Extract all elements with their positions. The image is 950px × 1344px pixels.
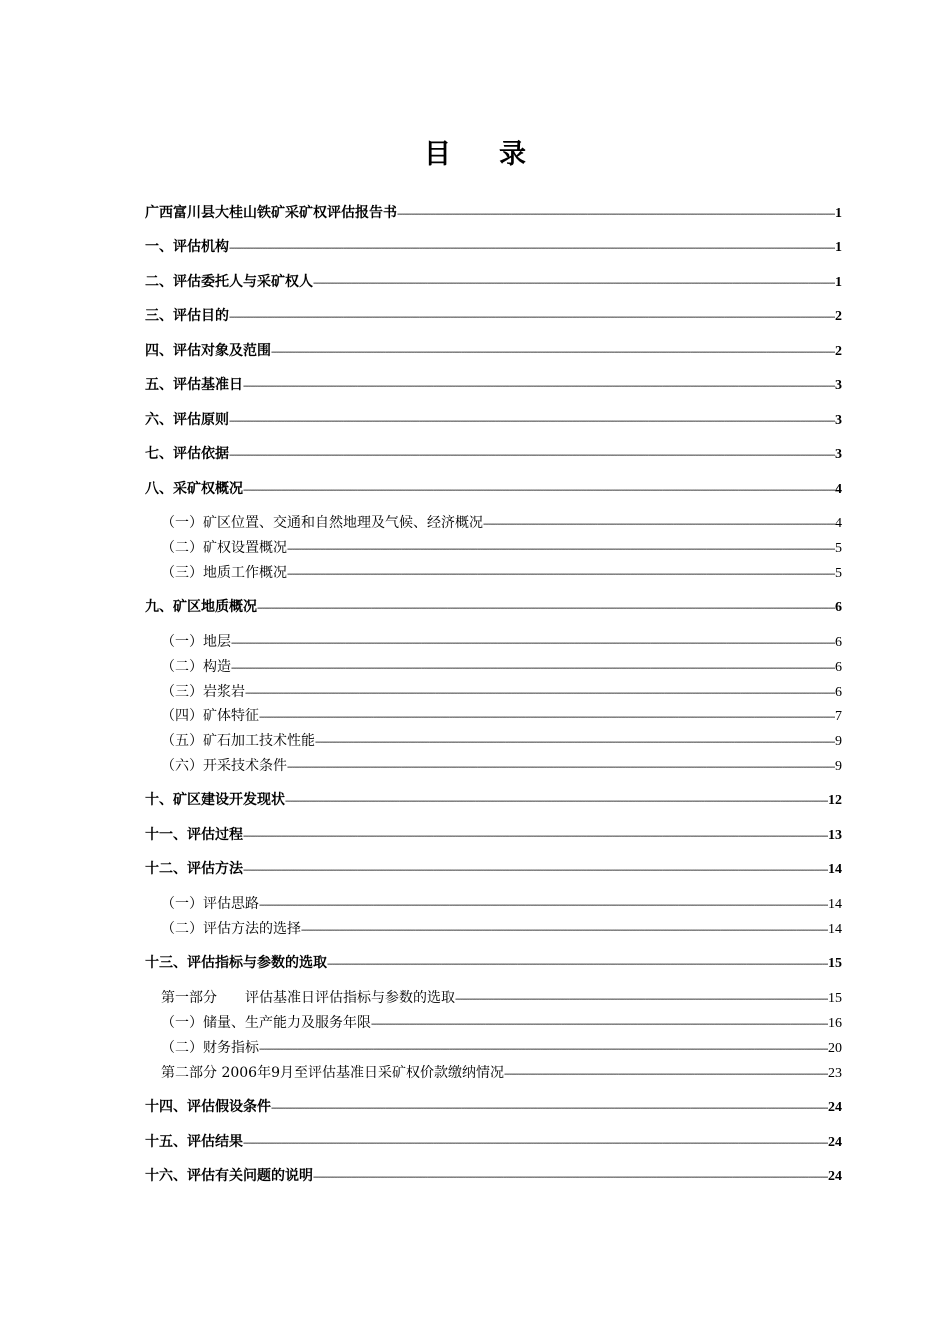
toc-entry-page-number: 5 bbox=[835, 566, 842, 581]
toc-entry-page-number: 2 bbox=[835, 309, 842, 324]
toc-entry-label: （一）评估思路 bbox=[161, 896, 259, 912]
toc-entry-label: 第一部分 评估基准日评估指标与参数的选取 bbox=[161, 990, 455, 1006]
toc-entry-page-number: 14 bbox=[828, 922, 842, 937]
toc-dot-leader bbox=[243, 484, 835, 498]
toc-entry[interactable] bbox=[161, 732, 842, 750]
toc-dot-leader bbox=[371, 1018, 828, 1032]
toc-entry-page-number: 1 bbox=[835, 275, 842, 290]
toc-entry-page-number: 3 bbox=[835, 413, 842, 428]
toc-entry-page-number: 14 bbox=[828, 897, 842, 912]
toc-entry[interactable] bbox=[145, 445, 842, 463]
toc-dot-leader bbox=[455, 993, 828, 1007]
toc-entry-page-number: 9 bbox=[835, 759, 842, 774]
toc-dot-leader bbox=[259, 1043, 828, 1057]
toc-entry-label: 十、矿区建设开发现状 bbox=[145, 792, 285, 808]
toc-entry-page-number: 7 bbox=[835, 709, 842, 724]
toc-dot-leader bbox=[243, 864, 828, 878]
toc-entry-page-number: 3 bbox=[835, 447, 842, 462]
toc-dot-leader bbox=[231, 662, 835, 676]
toc-entry-page-number: 4 bbox=[835, 516, 842, 531]
toc-entry-label: （五）矿石加工技术性能 bbox=[161, 733, 315, 749]
toc-entry-label: 广西富川县大桂山铁矿采矿权评估报告书 bbox=[145, 205, 397, 221]
toc-entry[interactable] bbox=[145, 307, 842, 325]
toc-entry[interactable] bbox=[161, 1064, 842, 1082]
toc-entry-page-number: 13 bbox=[828, 828, 842, 843]
toc-entry[interactable] bbox=[161, 633, 842, 651]
toc-dot-leader bbox=[229, 242, 835, 256]
toc-entry-label: 四、评估对象及范围 bbox=[145, 343, 271, 359]
toc-entry[interactable] bbox=[161, 989, 842, 1007]
toc-entry[interactable] bbox=[161, 1039, 842, 1057]
toc-dot-leader bbox=[287, 543, 835, 557]
toc-entry-label: 二、评估委托人与采矿权人 bbox=[145, 274, 313, 290]
toc-dot-leader bbox=[483, 518, 835, 532]
toc-dot-leader bbox=[397, 208, 835, 222]
toc-entry-page-number: 1 bbox=[835, 206, 842, 221]
toc-entry-label: （一）地层 bbox=[161, 634, 231, 650]
toc-dot-leader bbox=[313, 277, 835, 291]
toc-entry[interactable] bbox=[145, 204, 842, 222]
toc-dot-leader bbox=[301, 924, 828, 938]
toc-entry-label: 六、评估原则 bbox=[145, 412, 229, 428]
toc-entry[interactable] bbox=[161, 564, 842, 582]
toc-dot-leader bbox=[313, 1171, 828, 1185]
toc-dot-leader bbox=[271, 346, 835, 360]
toc-dot-leader bbox=[245, 687, 835, 701]
toc-dot-leader bbox=[243, 380, 835, 394]
toc-entry[interactable] bbox=[161, 658, 842, 676]
toc-entry-label: 十六、评估有关问题的说明 bbox=[145, 1168, 313, 1184]
toc-entry-page-number: 24 bbox=[828, 1100, 842, 1115]
toc-entry-label: 十二、评估方法 bbox=[145, 861, 243, 877]
toc-entry[interactable] bbox=[161, 514, 842, 532]
toc-entry-label: 第二部分 2006年9月至评估基准日采矿权价款缴纳情况 bbox=[161, 1065, 504, 1081]
toc-title bbox=[0, 132, 950, 171]
toc-entry[interactable] bbox=[145, 1133, 842, 1151]
toc-dot-leader bbox=[231, 637, 835, 651]
toc-entry-page-number: 4 bbox=[835, 482, 842, 497]
toc-entry[interactable] bbox=[145, 1098, 842, 1116]
toc-entry-label: 十四、评估假设条件 bbox=[145, 1099, 271, 1115]
toc-entry[interactable] bbox=[145, 598, 842, 616]
toc-entry-page-number: 15 bbox=[828, 991, 842, 1006]
toc-dot-leader bbox=[243, 1137, 828, 1151]
toc-dot-leader bbox=[257, 602, 835, 616]
toc-entry-page-number: 14 bbox=[828, 862, 842, 877]
toc-entry[interactable] bbox=[145, 954, 842, 972]
toc-dot-leader bbox=[243, 830, 828, 844]
toc-entry-label: 五、评估基准日 bbox=[145, 377, 243, 393]
toc-entry-label: （一）矿区位置、交通和自然地理及气候、经济概况 bbox=[161, 515, 483, 531]
toc-dot-leader bbox=[229, 449, 835, 463]
toc-entry[interactable] bbox=[145, 238, 842, 256]
toc-dot-leader bbox=[327, 958, 828, 972]
toc-entry[interactable] bbox=[161, 707, 842, 725]
toc-entry-page-number: 12 bbox=[828, 793, 842, 808]
toc-dot-leader bbox=[259, 899, 828, 913]
toc-entry-label: 十五、评估结果 bbox=[145, 1134, 243, 1150]
toc-entry-label: （六）开采技术条件 bbox=[161, 758, 287, 774]
toc-dot-leader bbox=[229, 311, 835, 325]
toc-entry[interactable] bbox=[145, 1167, 842, 1185]
toc-dot-leader bbox=[259, 711, 835, 725]
toc-entry-page-number: 6 bbox=[835, 600, 842, 615]
toc-entry-label: 十三、评估指标与参数的选取 bbox=[145, 955, 327, 971]
toc-entry[interactable] bbox=[145, 376, 842, 394]
toc-dot-leader bbox=[287, 568, 835, 582]
toc-entry-page-number: 6 bbox=[835, 635, 842, 650]
toc-dot-leader bbox=[229, 415, 835, 429]
toc-entry[interactable] bbox=[145, 860, 842, 878]
toc-entry[interactable] bbox=[161, 895, 842, 913]
toc-entry-label: 三、评估目的 bbox=[145, 308, 229, 324]
toc-title-char-2: 录 bbox=[499, 139, 526, 170]
toc-entry-page-number: 24 bbox=[828, 1135, 842, 1150]
toc-entry-page-number: 2 bbox=[835, 344, 842, 359]
toc-entry[interactable] bbox=[145, 791, 842, 809]
toc-entry-page-number: 1 bbox=[835, 240, 842, 255]
toc-entry[interactable] bbox=[145, 826, 842, 844]
toc-entry-label: （三）地质工作概况 bbox=[161, 565, 287, 581]
toc-entry[interactable] bbox=[145, 480, 842, 498]
toc-dot-leader bbox=[271, 1102, 828, 1116]
toc-entry[interactable] bbox=[161, 920, 842, 938]
toc-entry-page-number: 24 bbox=[828, 1169, 842, 1184]
toc-entry-page-number: 6 bbox=[835, 685, 842, 700]
toc-entry-label: 八、采矿权概况 bbox=[145, 481, 243, 497]
toc-entry[interactable] bbox=[161, 539, 842, 557]
toc-entry-label: 七、评估依据 bbox=[145, 446, 229, 462]
toc-dot-leader bbox=[287, 761, 835, 775]
toc-entry-label: 十一、评估过程 bbox=[145, 827, 243, 843]
toc-entry[interactable] bbox=[145, 411, 842, 429]
toc-entry-label: 九、矿区地质概况 bbox=[145, 599, 257, 615]
toc-entry[interactable] bbox=[161, 757, 842, 775]
toc-dot-leader bbox=[285, 795, 828, 809]
toc-entry[interactable] bbox=[145, 273, 842, 291]
toc-entry-label: （二）构造 bbox=[161, 659, 231, 675]
toc-entry-label: （四）矿体特征 bbox=[161, 708, 259, 724]
toc-entry[interactable] bbox=[161, 683, 842, 701]
toc-entry[interactable] bbox=[145, 342, 842, 360]
toc-entry-label: （三）岩浆岩 bbox=[161, 684, 245, 700]
toc-entry-label: 一、评估机构 bbox=[145, 239, 229, 255]
toc-entry-label: （二）评估方法的选择 bbox=[161, 921, 301, 937]
toc-dot-leader bbox=[315, 736, 835, 750]
toc-entry-page-number: 23 bbox=[828, 1066, 842, 1081]
toc-entry-page-number: 5 bbox=[835, 541, 842, 556]
toc-entry[interactable] bbox=[161, 1014, 842, 1032]
toc-entry-label: （二）财务指标 bbox=[161, 1040, 259, 1056]
toc-entry-page-number: 9 bbox=[835, 734, 842, 749]
toc-entry-page-number: 16 bbox=[828, 1016, 842, 1031]
toc-entry-page-number: 20 bbox=[828, 1041, 842, 1056]
toc-entry-page-number: 15 bbox=[828, 956, 842, 971]
toc-entry-label: （二）矿权设置概况 bbox=[161, 540, 287, 556]
toc-entry-page-number: 3 bbox=[835, 378, 842, 393]
toc-entry-page-number: 6 bbox=[835, 660, 842, 675]
toc-dot-leader bbox=[504, 1068, 828, 1082]
toc-title-char-1: 目 bbox=[424, 139, 451, 170]
toc-entry-label: （一）储量、生产能力及服务年限 bbox=[161, 1015, 371, 1031]
